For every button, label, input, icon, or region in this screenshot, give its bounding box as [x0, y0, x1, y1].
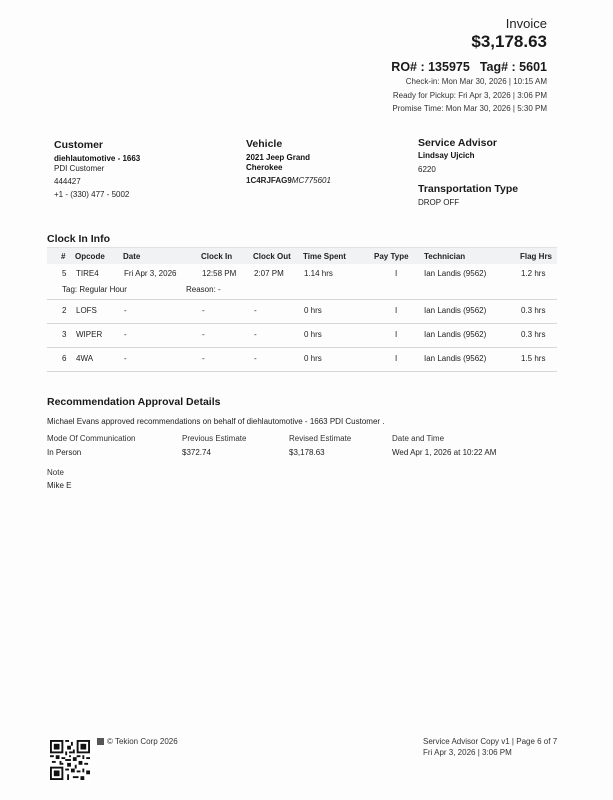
ro-tag-line: [391, 60, 547, 74]
row-flag-hrs: 0.3 hrs: [521, 330, 546, 339]
row-opcode: WIPER: [76, 330, 103, 339]
row-date: -: [124, 354, 127, 363]
row-time-spent: 1.14 hrs: [304, 269, 333, 278]
date-time-value: Wed Apr 1, 2026 at 10:22 AM: [392, 448, 497, 457]
clock-in-table: [47, 247, 557, 372]
vin-prefix: 1C4RJFAG9: [246, 176, 292, 185]
vehicle-title: Vehicle: [246, 138, 283, 150]
vehicle-model-line2: Cherokee: [246, 163, 283, 172]
previous-estimate-label: Previous Estimate: [182, 434, 247, 443]
date-time-label: Date and Time: [392, 434, 445, 443]
row-clock-in: 12:58 PM: [202, 269, 237, 278]
advisor-name: Lindsay Ujcich: [418, 151, 475, 160]
row-clock-out: -: [254, 330, 257, 339]
col-clock-in: Clock In: [201, 252, 233, 261]
transport-title: Transportation Type: [418, 183, 519, 195]
customer-phone: +1 - (330) 477 - 5002: [54, 190, 130, 199]
row-time-spent: 0 hrs: [304, 330, 322, 339]
reason-text: Reason: -: [186, 285, 221, 294]
tag-row: [47, 282, 557, 300]
row-technician: Ian Landis (9562): [424, 306, 487, 315]
customer-name: diehlautomotive - 1663: [54, 154, 141, 163]
col-opcode: Opcode: [75, 252, 105, 261]
table-row: [47, 264, 557, 282]
row-date: -: [124, 306, 127, 315]
row-technician: Ian Landis (9562): [424, 269, 487, 278]
printed-time: Fri Apr 3, 2026 | 3:06 PM: [423, 748, 512, 757]
recommendation-title: Recommendation Approval Details: [47, 396, 221, 408]
mode-value: In Person: [47, 448, 82, 457]
tag-text: Tag: Regular Hour: [62, 285, 127, 294]
row-opcode: TIRE4: [76, 269, 99, 278]
col-pay-type: Pay Type: [374, 252, 409, 261]
copyright-text: © Tekion Corp 2026: [107, 737, 178, 746]
row-num: 6: [62, 354, 67, 363]
ready-pickup-time: Ready for Pickup: Fri Apr 3, 2026 | 3:06 PM: [392, 91, 547, 100]
invoice-total: $3,178.63: [471, 32, 547, 51]
row-pay-type: I: [395, 330, 398, 339]
mode-label: Mode Of Communication: [47, 434, 136, 443]
row-num: 2: [62, 306, 67, 315]
row-opcode: 4WA: [76, 354, 94, 363]
col-flag-hrs: Flag Hrs: [520, 252, 553, 261]
col-technician: Technician: [424, 252, 466, 261]
document-type: Invoice: [505, 16, 547, 31]
row-clock-in: -: [202, 330, 205, 339]
row-flag-hrs: 1.5 hrs: [521, 354, 546, 363]
customer-title: Customer: [54, 139, 104, 151]
qr-code: [50, 740, 90, 780]
row-pay-type: I: [395, 354, 398, 363]
vehicle-vin: [246, 176, 331, 185]
note-value: Mike E: [47, 481, 72, 490]
row-clock-in: -: [202, 354, 205, 363]
vehicle-model-line1: 2021 Jeep Grand: [246, 153, 311, 162]
col-num: #: [61, 252, 66, 261]
row-technician: Ian Landis (9562): [424, 354, 487, 363]
customer-type: PDI Customer: [54, 164, 105, 173]
row-flag-hrs: 1.2 hrs: [521, 269, 546, 278]
row-clock-out: -: [254, 306, 257, 315]
row-pay-type: I: [395, 306, 398, 315]
row-clock-in: -: [202, 306, 205, 315]
clock-in-title: Clock In Info: [47, 233, 110, 245]
table-row: [47, 324, 557, 348]
row-pay-type: I: [395, 269, 398, 278]
tag-number: Tag# : 5601: [479, 60, 547, 74]
col-clock-out: Clock Out: [253, 252, 291, 261]
row-date: -: [124, 330, 127, 339]
revised-estimate-value: $3,178.63: [289, 448, 325, 457]
customer-id: 444427: [54, 177, 81, 186]
row-time-spent: 0 hrs: [304, 354, 322, 363]
tekion-logo-icon: [97, 738, 104, 745]
copy-info: Service Advisor Copy v1 | Page 6 of 7: [423, 737, 558, 746]
col-date: Date: [123, 252, 141, 261]
ro-number: RO# : 135975: [391, 60, 470, 74]
row-num: 5: [62, 269, 67, 278]
copyright: [97, 737, 178, 746]
row-num: 3: [62, 330, 67, 339]
note-label: Note: [47, 468, 64, 477]
table-header: [47, 247, 557, 264]
col-time-spent: Time Spent: [303, 252, 346, 261]
checkin-time: Check-in: Mon Mar 30, 2026 | 10:15 AM: [405, 77, 547, 86]
recommendation-text: Michael Evans approved recommendations on behalf of diehlautomotive - 1663 PDI Customer .: [47, 417, 385, 426]
row-flag-hrs: 0.3 hrs: [521, 306, 546, 315]
revised-estimate-label: Revised Estimate: [289, 434, 352, 443]
advisor-id: 6220: [418, 165, 436, 174]
transport-value: DROP OFF: [418, 198, 460, 207]
advisor-title: Service Advisor: [418, 137, 497, 149]
row-clock-out: 2:07 PM: [254, 269, 284, 278]
table-row: [47, 348, 557, 372]
promise-time: Promise Time: Mon Mar 30, 2026 | 5:30 PM: [392, 104, 547, 113]
row-clock-out: -: [254, 354, 257, 363]
row-technician: Ian Landis (9562): [424, 330, 487, 339]
table-row: [47, 300, 557, 324]
row-opcode: LOFS: [76, 306, 97, 315]
row-time-spent: 0 hrs: [304, 306, 322, 315]
previous-estimate-value: $372.74: [182, 448, 211, 457]
vin-suffix: MC775601: [291, 176, 331, 185]
row-date: Fri Apr 3, 2026: [124, 269, 177, 278]
